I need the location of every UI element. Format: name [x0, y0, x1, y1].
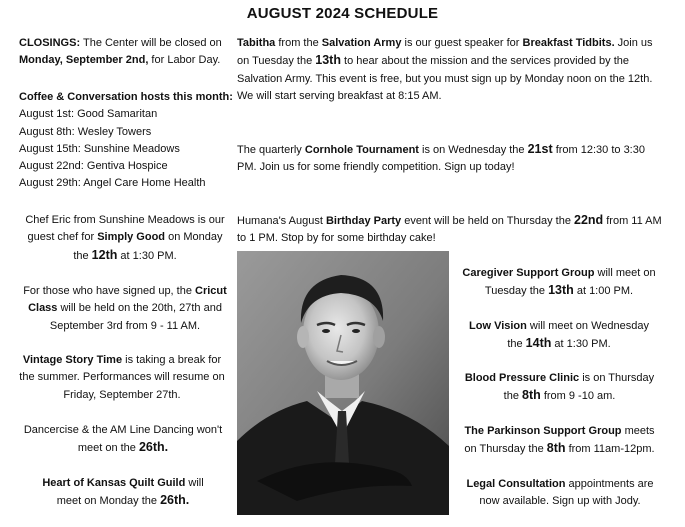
event-name: Caregiver Support Group — [462, 267, 595, 279]
event-date: 8th — [522, 388, 541, 403]
event-date: 26th. — [138, 440, 169, 455]
cricut-event — [16, 283, 234, 335]
event-date: 26th. — [160, 493, 190, 508]
blood-pressure-event — [462, 370, 657, 406]
host-item: August 8th: Wesley Towers — [19, 125, 152, 138]
event-text: to hear about the mission and the services provided by the Salvation Army. This event is free, but you must sign up by Monday noon on the 12th. We will start serving breakfast at 8:15 AM. — [237, 55, 653, 102]
quilt-guild-event — [33, 475, 213, 511]
event-text: will be held on the 20th, 27th and September 3rd from 9 - 11 AM. — [49, 302, 222, 332]
portrait-image — [237, 251, 449, 515]
birthday-party-event — [237, 212, 662, 248]
story-time-event — [16, 352, 228, 404]
event-text: event will be held on Thursday the — [401, 215, 574, 227]
event-text: from 11 AM to 1 PM. Stop by for some birthday cake! — [237, 215, 662, 245]
event-text: at 1:30 PM. — [117, 249, 177, 262]
event-text: from 11am-12pm. — [565, 443, 655, 456]
host-item: August 29th: Angel Care Home Health — [19, 177, 206, 190]
coffee-hosts — [19, 89, 239, 193]
event-text: Dancercise & the AM Line Dancing won't meet on the — [23, 424, 223, 455]
coffee-heading: Coffee & Conversation hosts this month: — [19, 91, 233, 103]
cornhole-event — [237, 141, 657, 177]
page-title: AUGUST 2024 SCHEDULE — [246, 5, 439, 22]
host-item: August 22nd: Gentiva Hospice — [19, 160, 168, 173]
organization-name: Salvation Army — [321, 37, 402, 49]
low-vision-event — [464, 318, 654, 354]
event-name: Vintage Story Time — [22, 354, 123, 366]
event-date: 13th — [315, 53, 341, 68]
closings-text-end: for Labor Day. — [148, 54, 221, 67]
event-text: For those who have signed up, the — [23, 285, 196, 297]
event-text: will meet on Monday the — [56, 477, 204, 508]
breakfast-tidbits-event — [237, 35, 662, 105]
host-item: August 15th: Sunshine Meadows — [19, 142, 180, 155]
event-text: appointments are now available. Sign up with Jody. — [479, 478, 654, 508]
event-date: 8th — [546, 441, 566, 456]
closings-label: CLOSINGS: — [19, 37, 81, 49]
event-text: on Monday the — [73, 231, 223, 262]
event-text: at 1:30 PM. — [551, 338, 611, 351]
caregiver-support-event — [456, 265, 662, 301]
event-name: Cricut Class — [28, 285, 227, 315]
event-text: is taking a break for the summer. Performances will resume on Friday, September 27th. — [19, 354, 225, 401]
event-text: from 12:30 to 3:30 PM. Join us for some friendly competition. Sign up today! — [237, 144, 645, 174]
host-item: August 1st: Good Samaritan — [19, 108, 158, 121]
event-date: 13th — [548, 283, 574, 298]
event-name: Blood Pressure Clinic — [464, 372, 580, 384]
event-text: from 9 -10 am. — [540, 390, 616, 403]
closings-notice — [19, 35, 231, 70]
event-name: Breakfast Tidbits. — [522, 37, 615, 49]
event-name: Cornhole Tournament — [304, 144, 419, 156]
event-text: at 1:00 PM. — [573, 285, 634, 298]
event-name: The Parkinson Support Group — [464, 425, 622, 437]
event-text: The quarterly — [237, 144, 305, 156]
speaker-name: Tabitha — [237, 37, 276, 49]
event-date: 14th — [525, 336, 552, 351]
event-text: from the — [275, 37, 322, 49]
legal-consultation-event — [458, 476, 662, 511]
event-text: is on Thursday the — [503, 372, 655, 403]
closings-day: Monday, September 2nd, — [19, 54, 149, 67]
event-text: Join us on Tuesday the — [237, 37, 653, 68]
chef-portrait-photo — [237, 251, 449, 515]
event-text: will meet on Tuesday the — [484, 267, 656, 298]
event-name: Birthday Party — [325, 215, 402, 227]
event-name: Heart of Kansas Quilt Guild — [42, 477, 186, 489]
event-date: 22nd — [574, 213, 604, 227]
dance-event — [23, 422, 223, 458]
event-date: 12th — [91, 247, 118, 262]
simply-good-event — [19, 212, 231, 265]
parkinson-support-event — [457, 423, 662, 459]
event-text: is on Wednesday the — [418, 144, 528, 156]
event-name: Low Vision — [469, 320, 527, 332]
closings-text: The Center will be closed on — [80, 37, 222, 49]
event-text: meets on Thursday the — [464, 425, 655, 456]
event-name: Legal Consultation — [466, 478, 566, 490]
event-text: Humana's August — [237, 215, 326, 227]
event-date: 21st — [527, 142, 553, 156]
event-name: Simply Good — [97, 231, 166, 244]
event-text: will meet on Wednesday the — [507, 320, 649, 351]
event-text: is our guest speaker for — [401, 37, 523, 49]
event-text: Chef Eric from Sunshine Meadows is our guest chef for — [25, 214, 225, 244]
